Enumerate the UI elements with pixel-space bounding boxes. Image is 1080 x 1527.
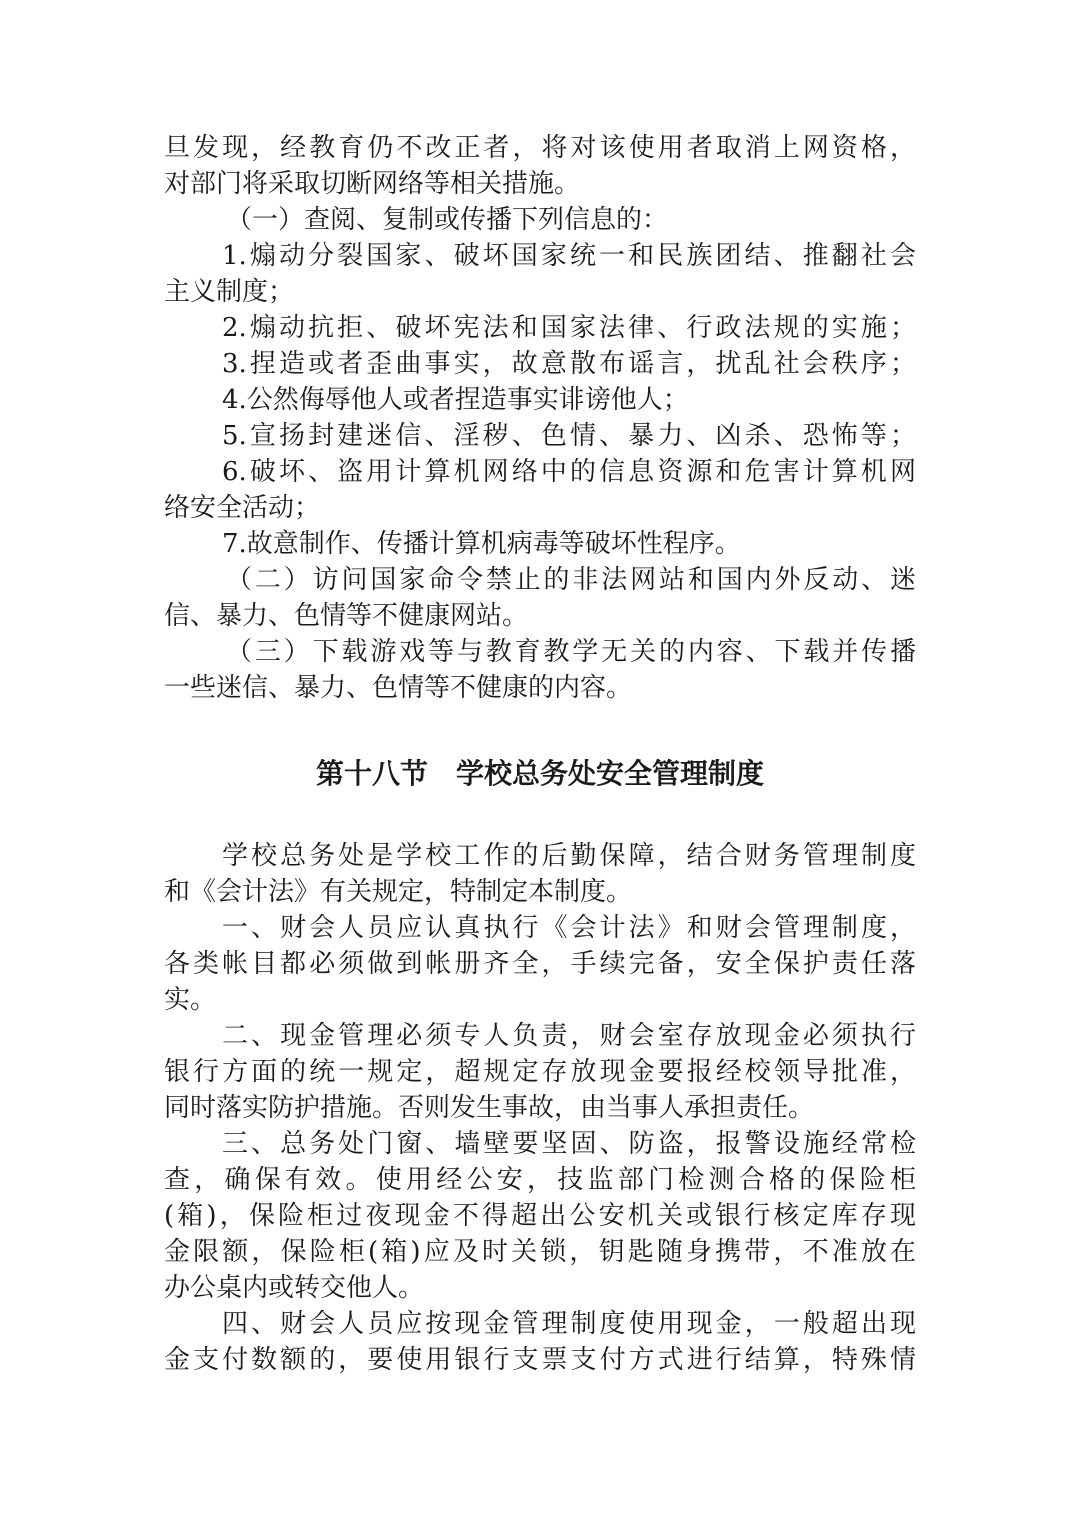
paragraph-line: 一些迷信、暴力、色情等不健康的内容。 (164, 673, 633, 703)
paragraph-line: 旦发现，经教育仍不改正者，将对该使用者取消上网资格， (164, 133, 916, 163)
paragraph-line: 三、总务处门窗、墙壁要坚固、防盗，报警设施经常检 (222, 1129, 916, 1159)
paragraph-line: 和《会计法》有关规定，特制定本制度。 (164, 877, 633, 907)
document-page (164, 130, 916, 1378)
paragraph-line: 主义制度； (164, 277, 295, 307)
paragraph-line: 银行方面的统一规定，超规定存放现金要报经校领导批准， (164, 1057, 916, 1087)
paragraph-line: 各类帐目都必须做到帐册齐全，手续完备，安全保护责任落 (164, 949, 916, 979)
paragraph-line: 3.捏造或者歪曲事实，故意散布谣言，扰乱社会秩序； (222, 349, 916, 379)
paragraph-line: 金限额，保险柜(箱)应及时关锁，钥匙随身携带，不准放在 (164, 1237, 916, 1267)
paragraph-line: 2.煽动抗拒、破坏宪法和国家法律、行政法规的实施； (222, 313, 916, 343)
paragraph-line: 办公桌内或转交他人。 (164, 1273, 425, 1303)
paragraph-line: （三）下载游戏等与教育教学无关的内容、下载并传播 (226, 637, 916, 667)
paragraph-line: 对部门将采取切断网络等相关措施。 (164, 169, 581, 199)
paragraph-line: 7.故意制作、传播计算机病毒等破坏性程序。 (222, 529, 741, 559)
paragraph-line: 络安全活动； (164, 493, 321, 523)
paragraph-line: 金支付数额的，要使用银行支票支付方式进行结算，特殊情 (164, 1345, 916, 1375)
paragraph-line: 实。 (164, 985, 217, 1015)
paragraph-line: (箱)，保险柜过夜现金不得超出公安机关或银行核定库存现 (164, 1201, 916, 1231)
paragraph-line: 查，确保有效。使用经公安，技监部门检测合格的保险柜 (164, 1165, 916, 1195)
paragraph-line: 四、财会人员应按现金管理制度使用现金，一般超出现 (222, 1309, 916, 1339)
paragraph-line: 学校总务处是学校工作的后勤保障，结合财务管理制度 (222, 841, 916, 871)
paragraph-line: 二、现金管理必须专人负责，财会室存放现金必须执行 (222, 1021, 916, 1051)
paragraph-line: 5.宣扬封建迷信、淫秽、色情、暴力、凶杀、恐怖等； (222, 421, 916, 451)
paragraph-line: （二）访问国家命令禁止的非法网站和国内外反动、迷 (226, 565, 916, 595)
paragraph-line: 一、财会人员应认真执行《会计法》和财会管理制度， (222, 913, 916, 943)
paragraph-line: 6.破坏、盗用计算机网络中的信息资源和危害计算机网 (222, 457, 916, 487)
paragraph-line: 1.煽动分裂国家、破坏国家统一和民族团结、推翻社会 (222, 241, 916, 271)
section-heading: 第十八节 学校总务处安全管理制度 (315, 757, 764, 790)
paragraph-line: （一）查阅、复制或传播下列信息的： (226, 205, 669, 235)
paragraph-line: 4.公然侮辱他人或者捏造事实诽谤他人； (222, 385, 689, 415)
paragraph-line: 信、暴力、色情等不健康网站。 (164, 601, 529, 631)
paragraph-line: 同时落实防护措施。否则发生事故，由当事人承担责任。 (164, 1093, 815, 1123)
